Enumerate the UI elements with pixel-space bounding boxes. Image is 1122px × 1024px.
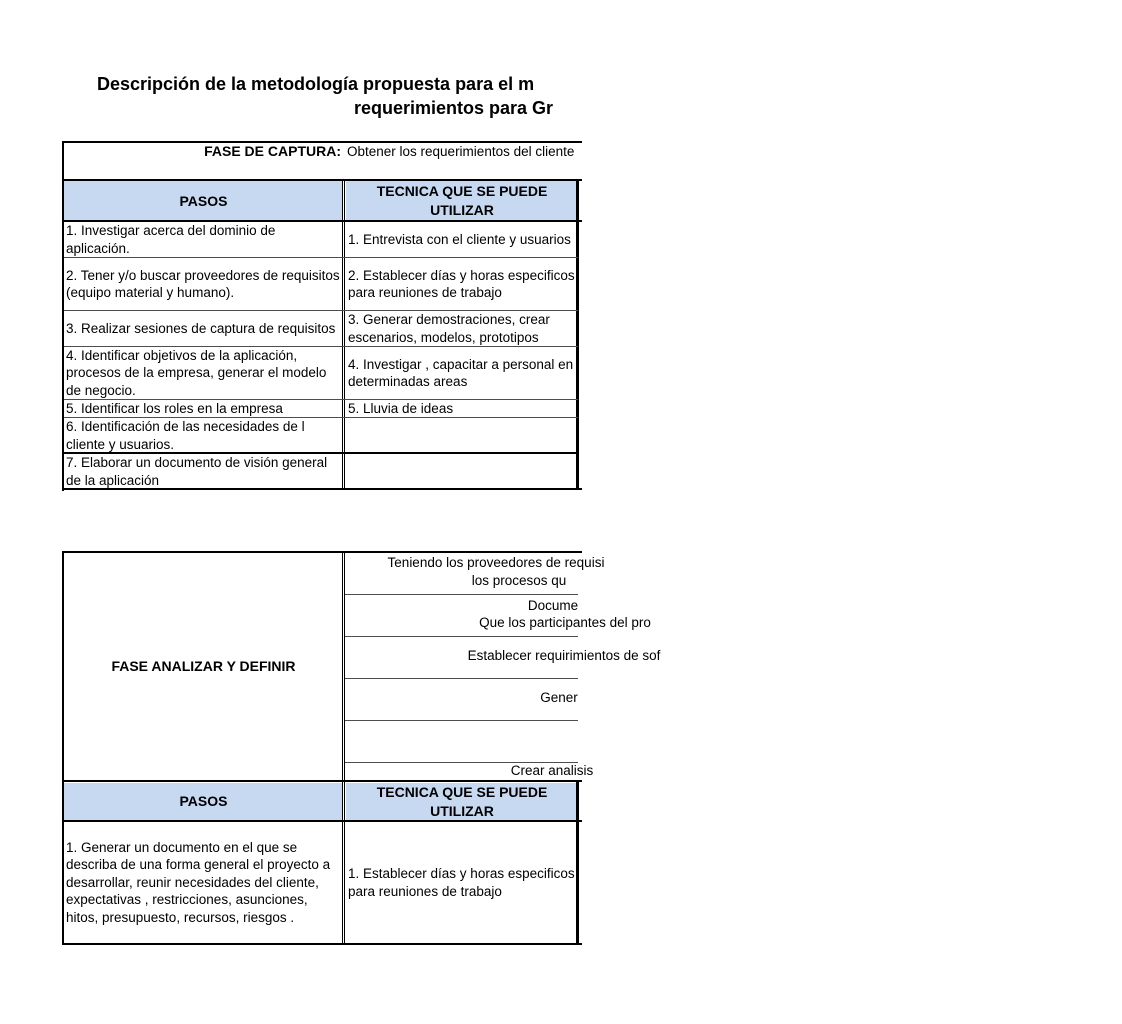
table-row-2-paso <box>64 258 343 310</box>
tecnica-text: 5. Lluvia de ideas <box>348 400 454 416</box>
table-row-5-tecnica <box>346 400 578 417</box>
paso-text: 3. Realizar sesiones de captura de requisitos <box>66 320 336 336</box>
document-title-line-2: requerimientos para Gr <box>354 98 554 118</box>
row-divider <box>64 417 578 418</box>
table-border <box>62 551 582 553</box>
table-row-2-tecnica <box>346 258 578 310</box>
table-row-1-tecnica <box>346 822 578 943</box>
tecnica-header: TECNICA QUE SE PUEDE UTILIZAR <box>346 181 578 221</box>
tecnica-header: TECNICA QUE SE PUEDE UTILIZAR <box>346 783 578 820</box>
tecnica-text: 1. Entrevista con el cliente y usuarios <box>348 231 571 247</box>
table-row-3-paso <box>64 311 343 346</box>
tecnica-text: 1. Establecer días y horas especificos para reuniones de trabajo <box>348 866 575 899</box>
goal-line-8: Crear analisis <box>510 763 594 778</box>
table-divider <box>344 179 345 490</box>
phase-label-cell <box>64 143 343 163</box>
table-divider <box>62 220 582 222</box>
row-divider <box>64 257 578 258</box>
goal-divider <box>345 762 578 763</box>
paso-text: 4. Identificar objetivos de la aplicación, procesos de la empresa, generar el modelo de negocio. <box>66 347 327 398</box>
table-border <box>62 943 582 945</box>
goal-divider <box>345 720 578 721</box>
document-title-line-1: Descripción de la metodología propuesta para el m <box>97 74 535 94</box>
goal-line-4: Que los participantes del pro <box>479 615 651 630</box>
table-row-1-tecnica <box>346 222 578 257</box>
table-border <box>576 781 579 945</box>
table-border <box>576 179 579 490</box>
table-row-4-paso <box>64 347 343 399</box>
goal-line-2: los procesos qu <box>471 573 567 588</box>
table-divider <box>344 551 345 945</box>
goal-divider <box>345 678 578 679</box>
row-divider <box>64 452 578 454</box>
goal-line-5: Establecer requirimientos de sof <box>467 648 661 663</box>
tecnica-text: 2. Establecer días y horas especificos para reuniones de trabajo <box>348 267 575 300</box>
paso-text: 6. Identificación de las necesidades de l cliente y usuarios. <box>66 419 305 452</box>
table-row-5-paso <box>64 400 343 417</box>
table-border <box>62 141 582 143</box>
paso-text: 2. Tener y/o buscar proveedores de requisitos (equipo material y humano). <box>66 267 340 300</box>
table-border <box>62 551 64 945</box>
table-row-7-paso <box>64 454 343 489</box>
goal-line-6: Gener <box>540 690 578 705</box>
goal-divider <box>345 636 578 637</box>
table-border <box>62 488 582 490</box>
pasos-header: PASOS <box>64 181 343 221</box>
table-divider <box>342 551 343 945</box>
row-divider <box>64 346 578 347</box>
table-row-4-tecnica <box>346 347 578 399</box>
pasos-header: PASOS <box>64 783 343 820</box>
analyze-phase-label: FASE ANALIZAR Y DEFINIR <box>111 658 296 675</box>
table-row-1-paso <box>64 822 343 943</box>
table-row-6-paso <box>64 418 343 453</box>
table-divider <box>62 780 582 782</box>
row-divider <box>64 310 578 311</box>
goal-divider <box>345 594 578 595</box>
phase-label-cell <box>64 553 343 781</box>
capture-phase-goal: Obtener los requerimientos del cliente <box>347 144 575 159</box>
tecnica-text: 3. Generar demostraciones, crear escenarios, modelos, prototipos <box>348 312 550 345</box>
goal-line-1: Teniendo los proveedores de requisi <box>387 555 605 570</box>
tecnica-text: 4. Investigar , capacitar a personal en determinadas areas <box>348 356 574 389</box>
goal-line-3: Docume <box>527 598 579 613</box>
table-row-7-tecnica <box>346 454 578 489</box>
paso-text: 1. Generar un documento en el que se describa de una forma general el proyecto a desarrollar, reunir necesidades del cliente, expectativas , restricciones, asunciones, hitos, presupuesto, recursos, riesgos . <box>66 839 331 925</box>
table-divider <box>342 179 343 490</box>
paso-text: 5. Identificar los roles en la empresa <box>66 400 283 416</box>
table-border <box>62 141 64 491</box>
capture-phase-label: FASE DE CAPTURA: <box>204 143 341 159</box>
paso-text: 7. Elaborar un documento de visión general de la aplicación <box>66 455 328 488</box>
row-divider <box>64 399 578 400</box>
table-row-3-tecnica <box>346 311 578 346</box>
table-divider <box>62 820 582 822</box>
paso-text: 1. Investigar acerca del dominio de aplicación. <box>66 223 276 256</box>
table-row-6-tecnica <box>346 418 578 453</box>
table-row-1-paso <box>64 222 343 257</box>
table-divider <box>62 179 582 181</box>
